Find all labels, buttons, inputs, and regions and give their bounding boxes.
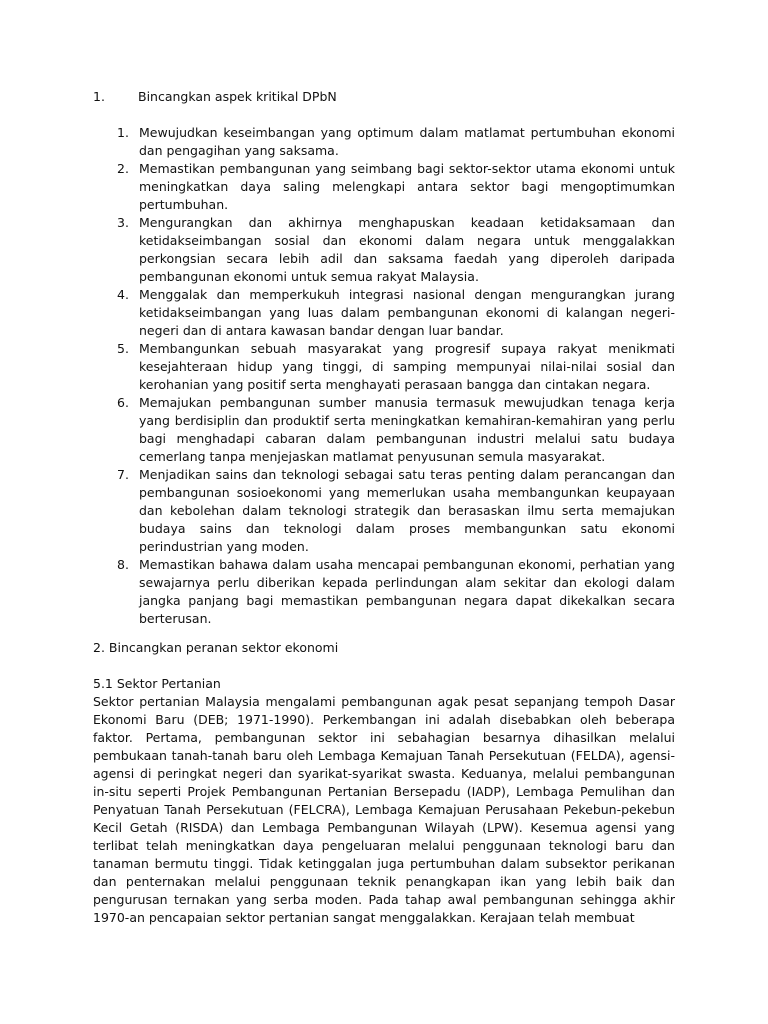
question-1-heading [93, 88, 337, 106]
list-item-text: Membangunkan sebuah masyarakat yang progresif supaya rakyat menikmati kesejahteraan hidup yang tinggi, di samping mempunyai nilai-nilai sosial dan kerohanian yang positif serta menghayati perasaan bangga dan cintakan negara. [139, 341, 675, 392]
list-item [107, 124, 675, 160]
list-item [107, 340, 675, 394]
list-item [107, 160, 675, 214]
list-item-text: Mengurangkan dan akhirnya menghapuskan keadaan ketidaksamaan dan ketidakseimbangan sosial dan ekonomi dalam negara untuk menggalakkan perkongsian secara lebih adil dan saksama faedah yang diperoleh daripada pembangunan ekonomi untuk semua rakyat Malaysia. [139, 215, 675, 284]
list-item-number: 1. [117, 125, 129, 140]
list-item [107, 394, 675, 466]
list-item-text: Mewujudkan keseimbangan yang optimum dalam matlamat pertumbuhan ekonomi dan pengagihan yang saksama. [139, 125, 675, 158]
list-item-number: 3. [117, 215, 129, 230]
list-item-number: 5. [117, 341, 129, 356]
list-item-text: Menjadikan sains dan teknologi sebagai satu teras penting dalam perancangan dan pembangunan sosioekonomi yang memerlukan usaha membangunkan keupayaan dan kebolehan dalam teknologi strategik dan berasaskan ilmu serta memajukan budaya sains dan teknologi dalam proses membangunkan satu ekonomi perindustrian yang moden. [139, 467, 675, 554]
critical-aspects-list [107, 124, 675, 628]
list-item-text: Memastikan pembangunan yang seimbang bagi sektor-sektor utama ekonomi untuk meningkatkan daya saling melengkapi antara sektor bagi mengoptimumkan pertumbuhan. [139, 161, 675, 212]
list-item-number: 6. [117, 395, 129, 410]
question-1-number: 1. [93, 89, 105, 104]
list-item-text: Memastikan bahawa dalam usaha mencapai pembangunan ekonomi, perhatian yang sewajarnya perlu diberikan kepada perlindungan alam sekitar dan ekologi dalam jangka panjang bagi memastikan pembangunan negara dapat dikekalkan secara berterusan. [139, 557, 675, 626]
section-paragraph: Sektor pertanian Malaysia mengalami pembangunan agak pesat sepanjang tempoh Dasar Ekonomi Baru (DEB; 1971-1990). Perkembangan ini adalah disebabkan oleh beberapa faktor. Pertama, pembangunan sektor ini sebahagian besarnya dihasilkan melalui pembukaan tanah-tanah baru oleh Lembaga Kemajuan Tanah Persekutuan (FELDA), agensi-agensi di peringkat negeri dan syarikat-syarikat swasta. Keduanya, melalui pembangunan in-situ seperti Projek Pembangunan Pertanian Bersepadu (IADP), Lembaga Pemulihan dan Penyatuan Tanah Persekutuan (FELCRA), Lembaga Kemajuan Perusahaan Pekebun-pekebun Kecil Getah (RISDA) dan Lembaga Pembangunan Wilayah (LPW). Kesemua agensi yang terlibat telah meningkatkan daya pengeluaran melalui penggunaan teknologi baru dan tanaman bermutu tinggi. Tidak ketinggalan juga pertumbuhan dalam subsektor perikanan dan penternakan melalui penggunaan teknik penangkapan ikan yang lebih baik dan pengurusan ternakan yang serba moden. Pada tahap awal pembangunan sehingga akhir 1970-an pencapaian sektor pertanian sangat menggalakkan. Kerajaan telah membuat [93, 694, 675, 925]
question-2-heading: 2. Bincangkan peranan sektor ekonomi [93, 640, 339, 655]
list-item-number: 8. [117, 557, 129, 572]
list-item [107, 556, 675, 628]
question-1-title: Bincangkan aspek kritikal DPbN [138, 89, 337, 104]
list-item [107, 286, 675, 340]
list-item-number: 7. [117, 467, 129, 482]
list-item [107, 214, 675, 286]
section-heading: 5.1 Sektor Pertanian [93, 676, 221, 691]
list-item-number: 2. [117, 161, 129, 176]
list-item-text: Memajukan pembangunan sumber manusia termasuk mewujudkan tenaga kerja yang berdisiplin dan produktif serta meningkatkan kemahiran-kemahiran yang perlu bagi menghadapi cabaran dalam pembangunan industri melalui satu budaya cemerlang tanpa menjejaskan matlamat penyusunan semula masyarakat. [139, 395, 675, 464]
list-item [107, 466, 675, 556]
list-item-text: Menggalak dan memperkukuh integrasi nasional dengan mengurangkan jurang ketidakseimbangan yang luas dalam pembangunan ekonomi di kalangan negeri-negeri dan di antara kawasan bandar dengan luar bandar. [139, 287, 675, 338]
list-item-number: 4. [117, 287, 129, 302]
